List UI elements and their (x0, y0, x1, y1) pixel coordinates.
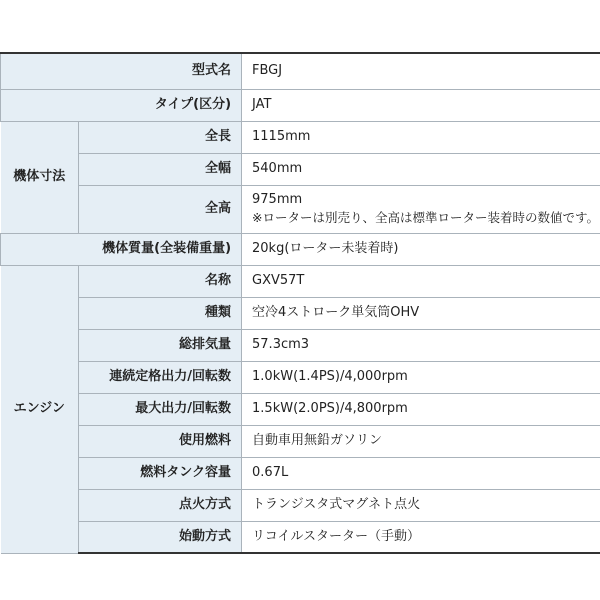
row-value-max-output: 1.5kW(2.0PS)/4,800rpm (242, 393, 600, 425)
table-row (1, 425, 600, 457)
row-label-model: 型式名 (1, 53, 242, 89)
row-value-name: GXV57T (242, 265, 600, 297)
row-label-weight: 機体質量(全装備重量) (1, 233, 242, 265)
row-label-fuel: 使用燃料 (79, 425, 242, 457)
row-label-rated-output: 連続定格出力/回転数 (79, 361, 242, 393)
row-value-weight: 20kg(ローター未装着時) (242, 233, 600, 265)
table-row (1, 185, 600, 233)
row-value-rated-output: 1.0kW(1.4PS)/4,000rpm (242, 361, 600, 393)
row-value-fuel: 自動車用無鉛ガソリン (242, 425, 600, 457)
table-row (1, 361, 600, 393)
row-label-name: 名称 (79, 265, 242, 297)
table-row (1, 265, 600, 297)
table-row (1, 329, 600, 361)
row-value-kind: 空冷4ストローク単気筒OHV (242, 297, 600, 329)
row-label-displacement: 総排気量 (79, 329, 242, 361)
row-label-height: 全高 (79, 185, 242, 233)
group-dimensions: 機体寸法 (1, 121, 79, 233)
row-label-tank: 燃料タンク容量 (79, 457, 242, 489)
table-row (1, 233, 600, 265)
row-value-ignition: トランジスタ式マグネト点火 (242, 489, 600, 521)
row-value-model: FBGJ (242, 53, 600, 89)
height-note: ※ローターは別売り、全高は標準ローター装着時の数値です。 (252, 210, 599, 225)
row-value-height (242, 185, 600, 233)
height-value: 975mm (252, 192, 303, 207)
row-value-width: 540mm (242, 153, 600, 185)
row-label-type: タイプ(区分) (1, 89, 242, 121)
spec-table (0, 52, 600, 554)
row-value-type: JAT (242, 89, 600, 121)
table-row (1, 457, 600, 489)
row-value-displacement: 57.3cm3 (242, 329, 600, 361)
table-row (1, 393, 600, 425)
table-row (1, 89, 600, 121)
row-value-length: 1115mm (242, 121, 600, 153)
row-label-length: 全長 (79, 121, 242, 153)
table-row (1, 53, 600, 89)
table-row (1, 521, 600, 553)
row-label-width: 全幅 (79, 153, 242, 185)
table-row (1, 297, 600, 329)
table-row (1, 121, 600, 153)
row-value-starting: リコイルスターター（手動） (242, 521, 600, 553)
row-value-tank: 0.67L (242, 457, 600, 489)
row-label-starting: 始動方式 (79, 521, 242, 553)
row-label-ignition: 点火方式 (79, 489, 242, 521)
row-label-max-output: 最大出力/回転数 (79, 393, 242, 425)
group-engine: エンジン (1, 265, 79, 553)
row-label-kind: 種類 (79, 297, 242, 329)
table-row (1, 153, 600, 185)
table-row (1, 489, 600, 521)
